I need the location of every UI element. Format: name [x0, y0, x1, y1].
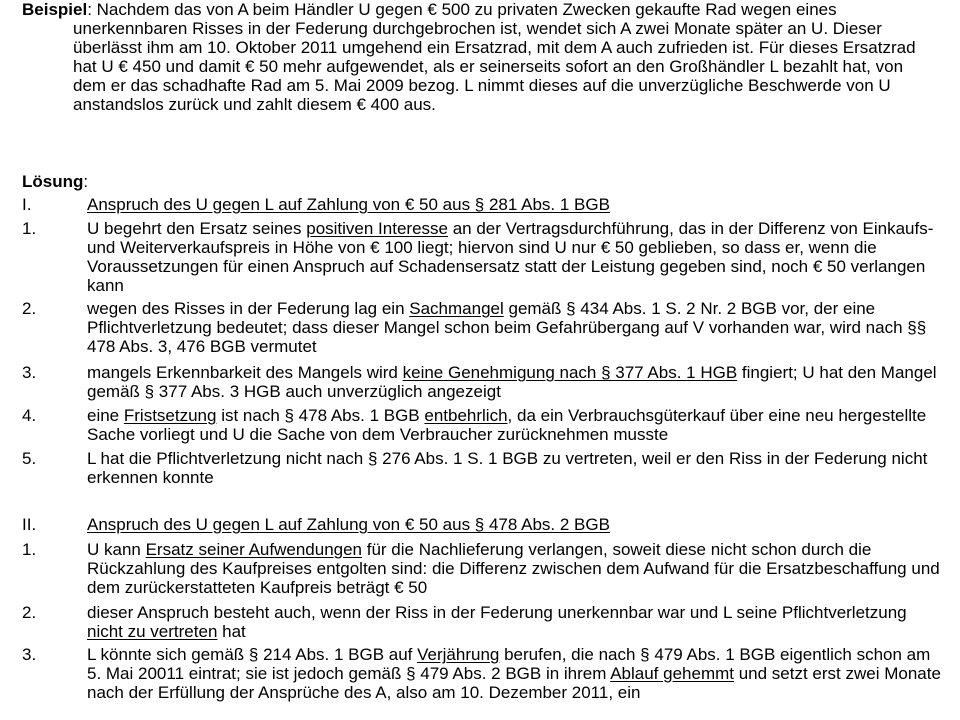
slide: Beispiel: Nachdem das von A beim Händler U gegen € 500 zu privaten Zwecken gekaufte Rad wegen eines unerkennbaren Risses in der Federung durchgebrochen ist, wendet sich A zwei Monate später an U. Dieser überlässt ihm am 10. Oktober 2011 umgehend ein Ersatzrad, mit dem A auch zufrieden ist. Für dieses Ersatzrad hat U € 450 und damit € 50 mehr aufgewendet, als er seinerseits sofort an den Großhändler L bezahlt hat, von dem er das schadhafte Rad am 5. Mai 2009 bezog. L nimmt dieses auf die unverzügliche Beschwerde von U anstandslos zurück und zahlt diesem € 400 aus. Lösung: I. Anspruch des U gegen L auf Zahlung von € 50 aus § 281 Abs. 1 BGB 1. U begehrt den Ersatz seines positiven Interesse an der Vertragsdurchführung, das in der Differenz von Einkaufs- und Weiterverkaufspreis in Höhe von € 100 liegt; hiervon sind U nur € 50 geblieben, so dass er, wenn die Voraussetzungen für einen Anspruch auf Schadensersatz statt der Leistung gegeben sind, noch € 50 verlangen kann 2. wegen des Risses in der Federung lag ein Sachmangel gemäß § 434 Abs. 1 S. 2 Nr. 2 BGB vor, der eine Pflichtverletzung bedeutet; dass dieser Mangel schon beim Gefahrübergang auf V vorhanden war, wird nach §§ 478 Abs. 3, 476 BGB vermutet 3. mangels Erkennbarkeit des Mangels wird keine Genehmigung nach § 377 Abs. 1 HGB fingiert; U hat den Mangel gemäß § 377 Abs. 3 HGB auch unverzüglich angezeigt 4. eine Fristsetzung ist nach § 478 Abs. 1 BGB entbehrlich, da ein Verbrauchsgüterkauf über eine neu hergestellte Sache vorliegt und U die Sache von dem Verbraucher zurücknehmen musste 5. L hat die Pflichtverletzung nicht nach § 276 Abs. 1 S. 1 BGB zu vertreten, weil er den Riss in der Federung nicht erkennen konnte II. Anspruch des U gegen L auf Zahlung von € 50 aus § 478 Abs. 2 BGB 1. U kann Ersatz seiner Aufwendungen für die Nachlieferung verlangen, soweit diese nicht schon durch die Rückzahlung des Kaufpreises entgolten sind: die Differenz zwischen dem Aufwand für die Ersatzbeschaffung und dem zurückerstatteten Kaufpreis beträgt € 50 2. dieser Anspruch besteht auch, wenn der Riss in der Federung unerkennbar war und L seine Pflichtverletzung nicht zu vertreten hat 3. L könnte sich gemäß § 214 Abs. 1 BGB auf Verjährung berufen, die nach § 479 Abs. 1 BGB eigentlich schon am 5. Mai 20011 eintrat; sie ist jedoch gemäß § 479 Abs. 2 BGB in ihrem Ablauf gehemmt und setzt erst zwei Monate nach der Erfüllung der Ansprüche des A, also am 10. Dezember 2011, ein: [22, 0, 941, 702]
example-text: Beispiel: Nachdem das von A beim Händler U gegen € 500 zu privaten Zwecken gekaufte Rad wegen eines unerkennbaren Risses in der Federung durchgebrochen ist, wendet sich A zwei Monate später an U. Dieser überlässt ihm am 10. Oktober 2011 umgehend ein Ersatzrad, mit dem A auch zufrieden ist. Für dieses Ersatzrad hat U € 450 und damit € 50 mehr aufgewendet, als er seinerseits sofort an den Großhändler L bezahlt hat, von dem er das schadhafte Rad am 5. Mai 2009 bezog. L nimmt dieses auf die unverzügliche Beschwerde von U anstandslos zurück und zahlt diesem € 400 aus.: [22, 0, 916, 114]
solution-heading: Lösung:: [22, 172, 89, 191]
example-label: Beispiel: [22, 0, 88, 19]
section-2-title: Anspruch des U gegen L auf Zahlung von € 50 aus § 478 Abs. 2 BGB: [87, 515, 610, 534]
example-paragraph: [22, 0, 940, 114]
section-1-title: Anspruch des U gegen L auf Zahlung von € 50 aus § 281 Abs. 1 BGB: [87, 195, 610, 214]
